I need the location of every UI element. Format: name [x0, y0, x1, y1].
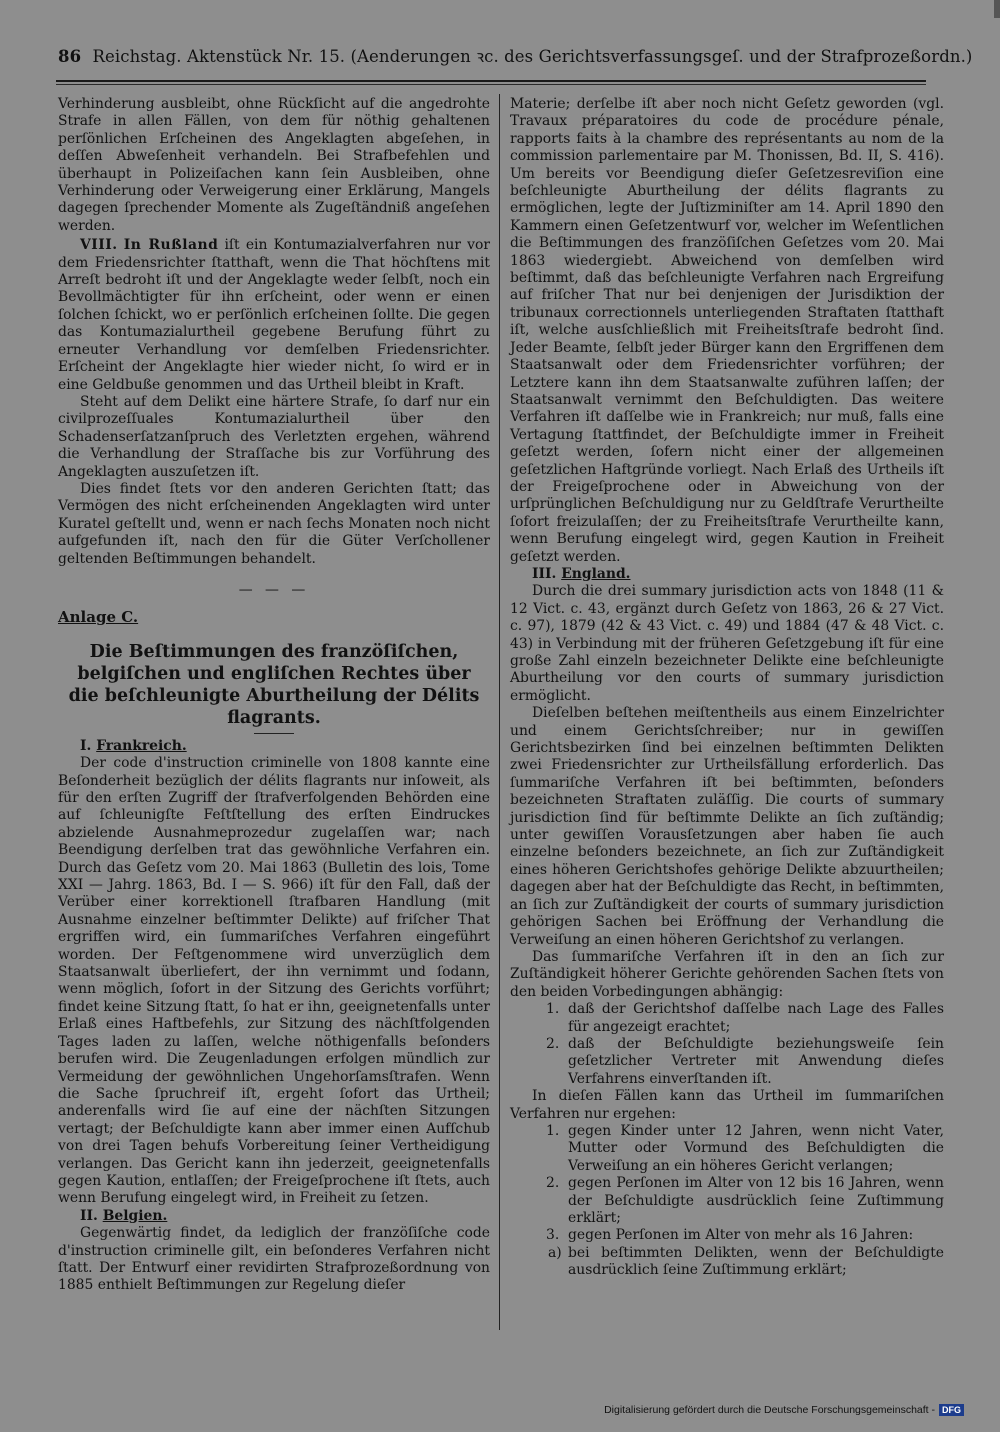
list-item: 2. gegen Perſonen im Alter von 12 bis 16 Jahren, wenn der Beſchuldigte ausdrücklich ſeine Zuſtimmung erklärt;	[546, 1175, 944, 1226]
section-text: iſt ein Kontumazialverfahren nur vor dem Friedensrichter ſtatthaft, wenn die That höchſtens mit Arreſt bedroht iſt und der Angeklagte weder ſelbſt, noch ein Bevollmächtigter für ihn erſcheint, oder wenn er einen ſolchen ſchickt, wo er perſönlich erſcheinen ſollte. Die gegen das Kontumazialurtheil gegebene Berufung führt zu erneuter Verhandlung vor demſelben Friedensrichter. Erſcheint der Angeklagte hier wieder nicht, ſo wird er in eine Geldbuße genommen und das Urtheil bleibt in Kraft.	[58, 237, 491, 393]
section-russland	[58, 237, 490, 394]
subsection-title: England.	[561, 565, 631, 582]
header-rule-thin	[56, 84, 926, 85]
paragraph: In dieſen Fällen kann das Urtheil im ſummariſchen Verfahren nur ergehen:	[510, 1088, 944, 1122]
sub-list-item: a) bei beſtimmten Delikten, wenn der Beſchuldigte ausdrücklich ſeine Zuſtimmung erklärt;	[548, 1244, 944, 1279]
right-column	[510, 96, 944, 1280]
dfg-logo: DFG	[939, 1404, 964, 1416]
subsection-england	[510, 566, 944, 583]
subsection-title: Belgien.	[102, 1207, 168, 1224]
paragraph: Der code d'instruction criminelle von 1808 kannte eine Beſonderheit bezüglich der délits flagrants nur inſoweit, als für den erſten Zugriff der ſtrafverfolgenden Behörden eine auf ſchleunigſte Feſtſtellung des erſten Eindruckes abzielende Ausnahmeprozedur zugelaſſen war; nach Beendigung derſelben trat das gewöhnliche Verfahren ein. Durch das Geſetz vom 20. Mai 1863 (Bulletin des lois, Tome XXI — Jahrg. 1863, Bd. I — S. 966) iſt für den Fall, daß der Verüber einer korrektionell ſtrafbaren Handlung (mit Ausnahme einzelner beſtimmter Delikte) auf friſcher That ergriffen wird, ein ſummariſches Verfahren eingeführt worden. Der Feſtgenommene wird unverzüglich dem Staatsanwalt überliefert, der ihn vernimmt und ſodann, wenn möglich, ſofort in der Sitzung des Gerichts vorführt; findet keine Sitzung ſtatt, ſo hat er ihn, geeignetenfalls unter Erlaß eines Haftbefehls, zur Sitzung des nächſtfolgenden Tages laden zu laſſen, welche nöthigenfalls beſonders berufen wird. Die Zeugenladungen erfolgen mündlich zur Vermeidung der gewöhnlichen Ungehorſamsſtrafen. Wenn die Sache ſpruchreif iſt, ergeht ſofort das Urtheil; anderenfalls wird ſie auf eine der nächſten Sitzungen vertagt; der Beſchuldigte kann aber immer einen Aufſchub von drei Tagen behufs Vorbereitung ſeiner Vertheidigung verlangen. Das Gericht kann ihn jederzeit, geeignetenfalls gegen Kaution, entlaſſen; der Freigeſprochene iſt ſtets, auch wenn Berufung eingelegt wird, in Freiheit zu ſetzen.	[58, 755, 490, 1207]
paragraph: Verhinderung ausbleibt, ohne Rückſicht auf die angedrohte Strafe in allen Fällen, von dem für nöthig gehaltenen perſönlichen Erſcheinen des Angeklagten abgeſehen, in deſſen Abweſenheit verhandeln. Bei Strafbefehlen und überhaupt in Polizeiſachen kann ſein Ausbleiben, ohne Verhinderung oder Verweigerung einer Erklärung, Mangels dagegen ſprechender Momente als Zugeſtändniß angeſehen werden.	[58, 96, 490, 234]
section-number: VIII.	[80, 237, 118, 254]
header-rule	[56, 80, 926, 82]
section-heading: In Rußland	[123, 237, 219, 254]
subsection-number: II.	[80, 1207, 98, 1224]
list-item: 3. gegen Perſonen im Alter von mehr als 16 Jahren:	[546, 1227, 914, 1244]
scan-edge-mark	[994, 0, 1000, 18]
page-number: 86	[58, 47, 82, 66]
subsection-title: Frankreich.	[96, 737, 187, 754]
column-divider	[499, 94, 500, 1330]
paragraph: Durch die drei summary jurisdiction acts von 1848 (11 & 12 Vict. c. 43, ergänzt durch Geſetz von 1863, 26 & 27 Vict. c. 97), 1879 (42 & 43 Vict. c. 49) und 1884 (47 & 48 Vict. c. 43) in Verbindung mit der früheren Geſetzgebung iſt für eine große Zahl einzeln bezeichneter Delikte eine beſchleunigte Aburtheilung vor den courts of summary jurisdiction ermöglicht.	[510, 583, 944, 704]
paragraph: Das ſummariſche Verfahren iſt in den an ſich zur Zuſtändigkeit höherer Gerichte gehörenden Sachen ſtets von den beiden Vorbedingungen abhängig:	[510, 948, 944, 1000]
condition-list	[510, 1001, 944, 1088]
credit-text: Digitalisierung gefördert durch die Deutsche Forschungsgemeinschaft -	[604, 1403, 935, 1416]
case-list	[510, 1123, 944, 1245]
paragraph: Gegenwärtig findet, da lediglich der franzöſiſche code d'instruction criminelle gilt, ein beſonderes Verfahren nicht ſtatt. Der Entwurf einer revidirten Strafprozeßordnung von 1885 enthielt Beſtimmungen zur Regelung dieſer	[58, 1225, 490, 1294]
subsection-number: III.	[532, 565, 557, 582]
running-header	[58, 44, 973, 67]
title-rule	[254, 733, 294, 734]
left-column	[58, 96, 490, 1295]
subsection-frankreich	[58, 738, 490, 755]
header-title: Reichstag. Aktenstück Nr. 15. (Aenderungen ꝛc. des Gerichtsverfassungsgeſ. und der Strafprozeßordn.)	[92, 47, 973, 66]
subsection-number: I.	[80, 737, 92, 754]
paragraph: Steht auf dem Delikt eine härtere Strafe, ſo darf nur ein civilprozeſſuales Kontumazialurtheil über den Schadenserſatzanſpruch des Verletzten ergehen, während die Verhandlung der Straſſache bis zur Vorführung des Angeklagten auszuſetzen iſt.	[58, 393, 490, 480]
appendix-label: Anlage C.	[58, 608, 139, 627]
digitization-credit	[604, 1404, 964, 1416]
separator: — — —	[238, 581, 310, 598]
list-item: 1. daß der Gerichtshof daſſelbe nach Lage des Falles für angezeigt erachtet;	[546, 1001, 944, 1035]
paragraph: Materie; derſelbe iſt aber noch nicht Geſetz geworden (vgl. Travaux préparatoires du code de procédure pénale, rapports faits à la chambre des représentants au nom de la commission parlementaire par M. Thonissen, Bd. II, S. 416). Um bereits vor Beendigung dieſer Geſetzesreviſion eine beſchleunigte Aburtheilung der délits flagrants zu ermöglichen, legte der Juſtizminiſter am 14. April 1890 den Kammern einen Geſetzentwurf vor, welcher im Weſentlichen die Beſtimmungen des franzöſiſchen Geſetzes vom 20. Mai 1863 wiedergiebt. Abweichend von demſelben wird beſtimmt, daß das beſchleunigte Verfahren nach Ergreifung auf friſcher That nur bei denjenigen der Jurisdiktion der tribunaux correctionnels unterliegenden Straftaten ſtatthaft iſt, welche ausſchließlich mit Freiheitsſtrafe bedroht ſind. Jeder Beamte, ſelbſt jeder Bürger kann den Ergriffenen dem Staatsanwalt oder dem Friedensrichter vorführen; der Letztere kann ihn dem Staatsanwalte zuführen laſſen; der Staatsanwalt vernimmt den Beſchuldigten. Das weitere Verfahren iſt daſſelbe wie in Frankreich; nur muß, falls eine Vertagung ſtattfindet, der Beſchuldigte immer in Freiheit geſetzt werden, ſofern nicht einer der allgemeinen geſetzlichen Haftgründe vorliegt. Nach Erlaß des Urtheils iſt der Freigeſprochene oder in Abweichung von der urſprünglichen Beſchuldigung nur zu Geldſtrafe Verurtheilte ſofort freizulaſſen; der zu Freiheitsſtrafe Verurtheilte kann, wenn Berufung eingelegt wird, gegen Kaution in Freiheit geſetzt werden.	[510, 96, 944, 565]
list-item: 2. daß der Beſchuldigte beziehungsweiſe ſein geſetzlicher Vertreter mit Anwendung dieſes Verfahrens einverſtanden iſt.	[546, 1035, 944, 1087]
paragraph: Dieſelben beſtehen meiſtentheils aus einem Einzelrichter und einem Gerichtsſchreiber; nur in gewiſſen Gerichtsbezirken ſind bei einzelnen beſtimmten Delikten zwei Friedensrichter zur Urtheilsfällung erforderlich. Das ſummariſche Verfahren iſt bei beſtimmten, beſonders bezeichneten Straftaten zuläſſig. Die courts of summary jurisdiction ſind für beſtimmte Delikte an ſich zuſtändig; unter gewiſſen Vorausſetzungen aber haben ſie auch einzelne beſonders bezeichnete, an ſich zur Zuſtändigkeit eines höheren Gerichtshofes gehörige Delikte abzuurtheilen; dagegen aber hat der Beſchuldigte das Recht, in beſtimmten, an ſich zur Zuſtändigkeit der courts of summary jurisdiction gehörigen Sachen bei Eröffnung der Verhandlung die Verweiſung an einen höheren Gerichtshof zu verlangen.	[510, 705, 944, 948]
list-item: 1. gegen Kinder unter 12 Jahren, wenn nicht Vater, Mutter oder Vormund des Beſchuldigten die Verweiſung an ein höheres Gericht verlangen;	[546, 1122, 944, 1174]
paragraph: Dies findet ſtets vor den anderen Gerichten ſtatt; das Vermögen des nicht erſcheinenden Angeklagten wird unter Kuratel geſtellt und, wenn er nach ſechs Monaten noch nicht aufgefunden iſt, nach den für die Güter Verſchollener geltenden Beſtimmungen behandelt.	[58, 480, 490, 567]
subsection-belgien	[58, 1208, 490, 1225]
appendix-title: Die Beſtimmungen des franzöſiſchen, belgiſchen und engliſchen Rechtes über die beſchleunigte Aburtheilung der Délits flagrants.	[68, 641, 480, 728]
